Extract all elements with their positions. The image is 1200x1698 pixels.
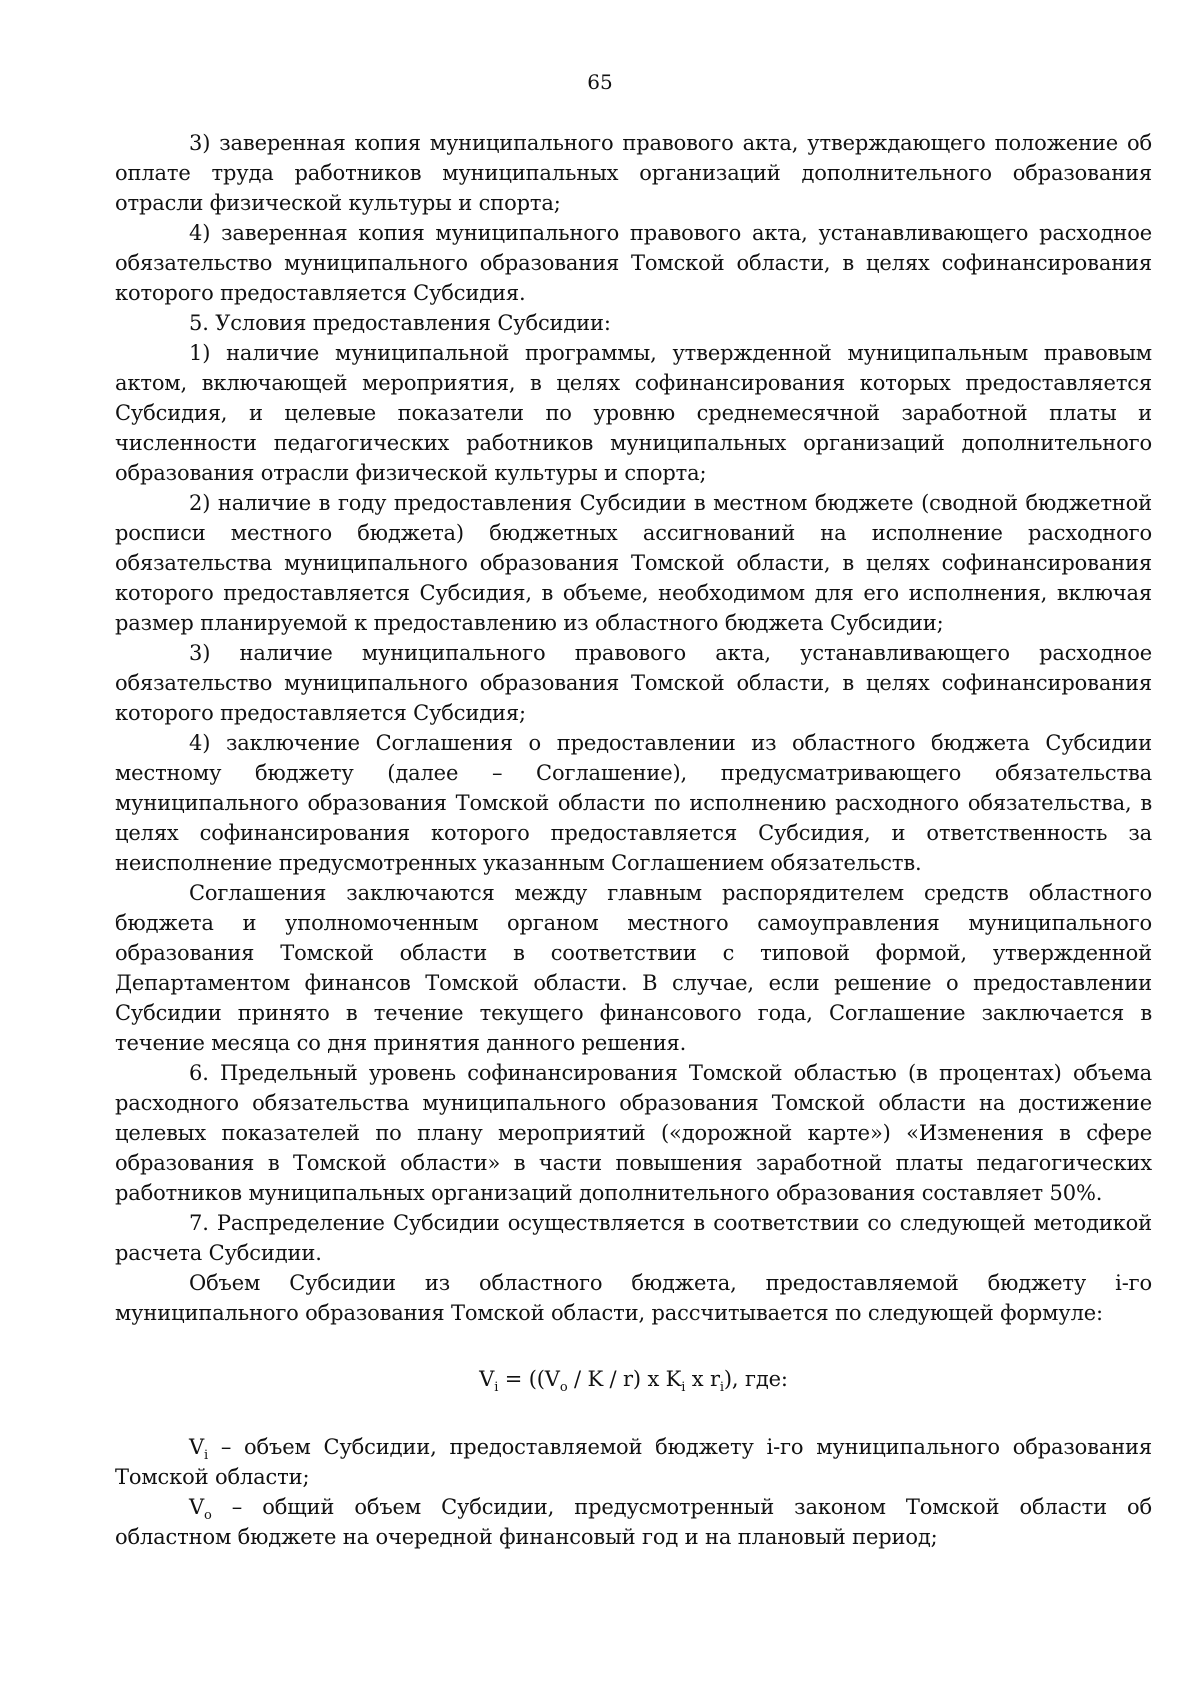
definition-vi <box>115 1432 1152 1492</box>
paragraph-formula-intro: Объем Субсидии из областного бюджета, предоставляемой бюджету i-го муниципального образования Томской области, рассчитывается по следующей формуле: <box>115 1271 1152 1325</box>
paragraph-section-6: 6. Предельный уровень софинансирования Томской областью (в процентах) объема расходного обязательства муниципального образования Томской области на достижение целевых показателей по плану мероприятий («дорожной карте») «Изменения в сфере образования в Томской области» в части повышения заработной платы педагогических работников муниципальных организаций дополнительного образования составляет 50%. <box>115 1061 1152 1205</box>
formula-part: ), где: <box>723 1367 788 1391</box>
definition-subscript: o <box>204 1508 212 1524</box>
paragraph-item-4-certified-copy-obligation: 4) заверенная копия муниципального правового акта, устанавливающего расходное обязательство муниципального образования Томской области, в целях софинансирования которого предоставляется Субсидия. <box>115 221 1152 305</box>
paragraph-condition-3: 3) наличие муниципального правового акта, устанавливающего расходное обязательство муниципального образования Томской области, в целях софинансирования которого предоставляется Субсидия; <box>115 641 1152 725</box>
formula-subscript: i <box>494 1380 499 1396</box>
paragraph-condition-1: 1) наличие муниципальной программы, утвержденной муниципальным правовым актом, включающей мероприятия, в целях софинансирования которых предоставляется Субсидия, и целевые показатели по уровню среднемесячной заработной платы и численности педагогических работников муниципальных организаций дополнительного образования отрасли физической культуры и спорта; <box>115 341 1152 485</box>
definition-symbol: V <box>189 1495 205 1519</box>
formula-part: V <box>479 1367 495 1391</box>
definition-subscript: i <box>204 1448 209 1464</box>
subsidy-formula <box>115 1364 1152 1394</box>
formula-subscript: o <box>559 1380 568 1396</box>
definition-symbol: V <box>189 1435 205 1459</box>
definition-text: – общий объем Субсидии, предусмотренный законом Томской области об областном бюджете на очередной финансовый год и на плановый период; <box>115 1495 1152 1549</box>
paragraph-section-5-heading: 5. Условия предоставления Субсидии: <box>189 311 611 335</box>
paragraph-condition-2: 2) наличие в году предоставления Субсидии в местном бюджете (сводной бюджетной росписи местного бюджета) бюджетных ассигнований на исполнение расходного обязательства муниципального образования Томской области, в целях софинансирования которого предоставляется Субсидия, в объеме, необходимом для его исполнения, включая размер планируемой к предоставлению из областного бюджета Субсидии; <box>115 491 1152 635</box>
formula-subscript: i <box>719 1380 724 1396</box>
formula-part: / K / r) x K <box>567 1367 682 1391</box>
definition-text: – объем Субсидии, предоставляемой бюджету i-го муниципального образования Томской области; <box>115 1435 1152 1489</box>
paragraph-item-3-certified-copy-salary: 3) заверенная копия муниципального правового акта, утверждающего положение об оплате труда работников муниципальных организаций дополнительного образования отрасли физической культуры и спорта; <box>115 131 1152 215</box>
paragraph-section-7: 7. Распределение Субсидии осуществляется в соответствии со следующей методикой расчета Субсидии. <box>115 1211 1152 1265</box>
page-number: 65 <box>587 70 613 94</box>
formula-part: x r <box>685 1367 720 1391</box>
paragraph-condition-4: 4) заключение Соглашения о предоставлении из областного бюджета Субсидии местному бюджету (далее – Соглашение), предусматривающего обязательства муниципального образования Томской области по исполнению расходного обязательства, в целях софинансирования которого предоставляется Субсидия, и ответственность за неисполнение предусмотренных указанным Соглашением обязательств. <box>115 731 1152 875</box>
document-body <box>115 128 1152 1552</box>
paragraph-agreements: Соглашения заключаются между главным распорядителем средств областного бюджета и уполномоченным органом местного самоуправления муниципального образования Томской области в соответствии с типовой формой, утвержденной Департаментом финансов Томской области. В случае, если решение о предоставлении Субсидии принято в течение текущего финансового года, Соглашение заключается в течение месяца со дня принятия данного решения. <box>115 881 1152 1055</box>
formula-subscript: i <box>681 1380 686 1396</box>
formula-part: = ((V <box>498 1367 560 1391</box>
definition-vo <box>115 1492 1152 1552</box>
